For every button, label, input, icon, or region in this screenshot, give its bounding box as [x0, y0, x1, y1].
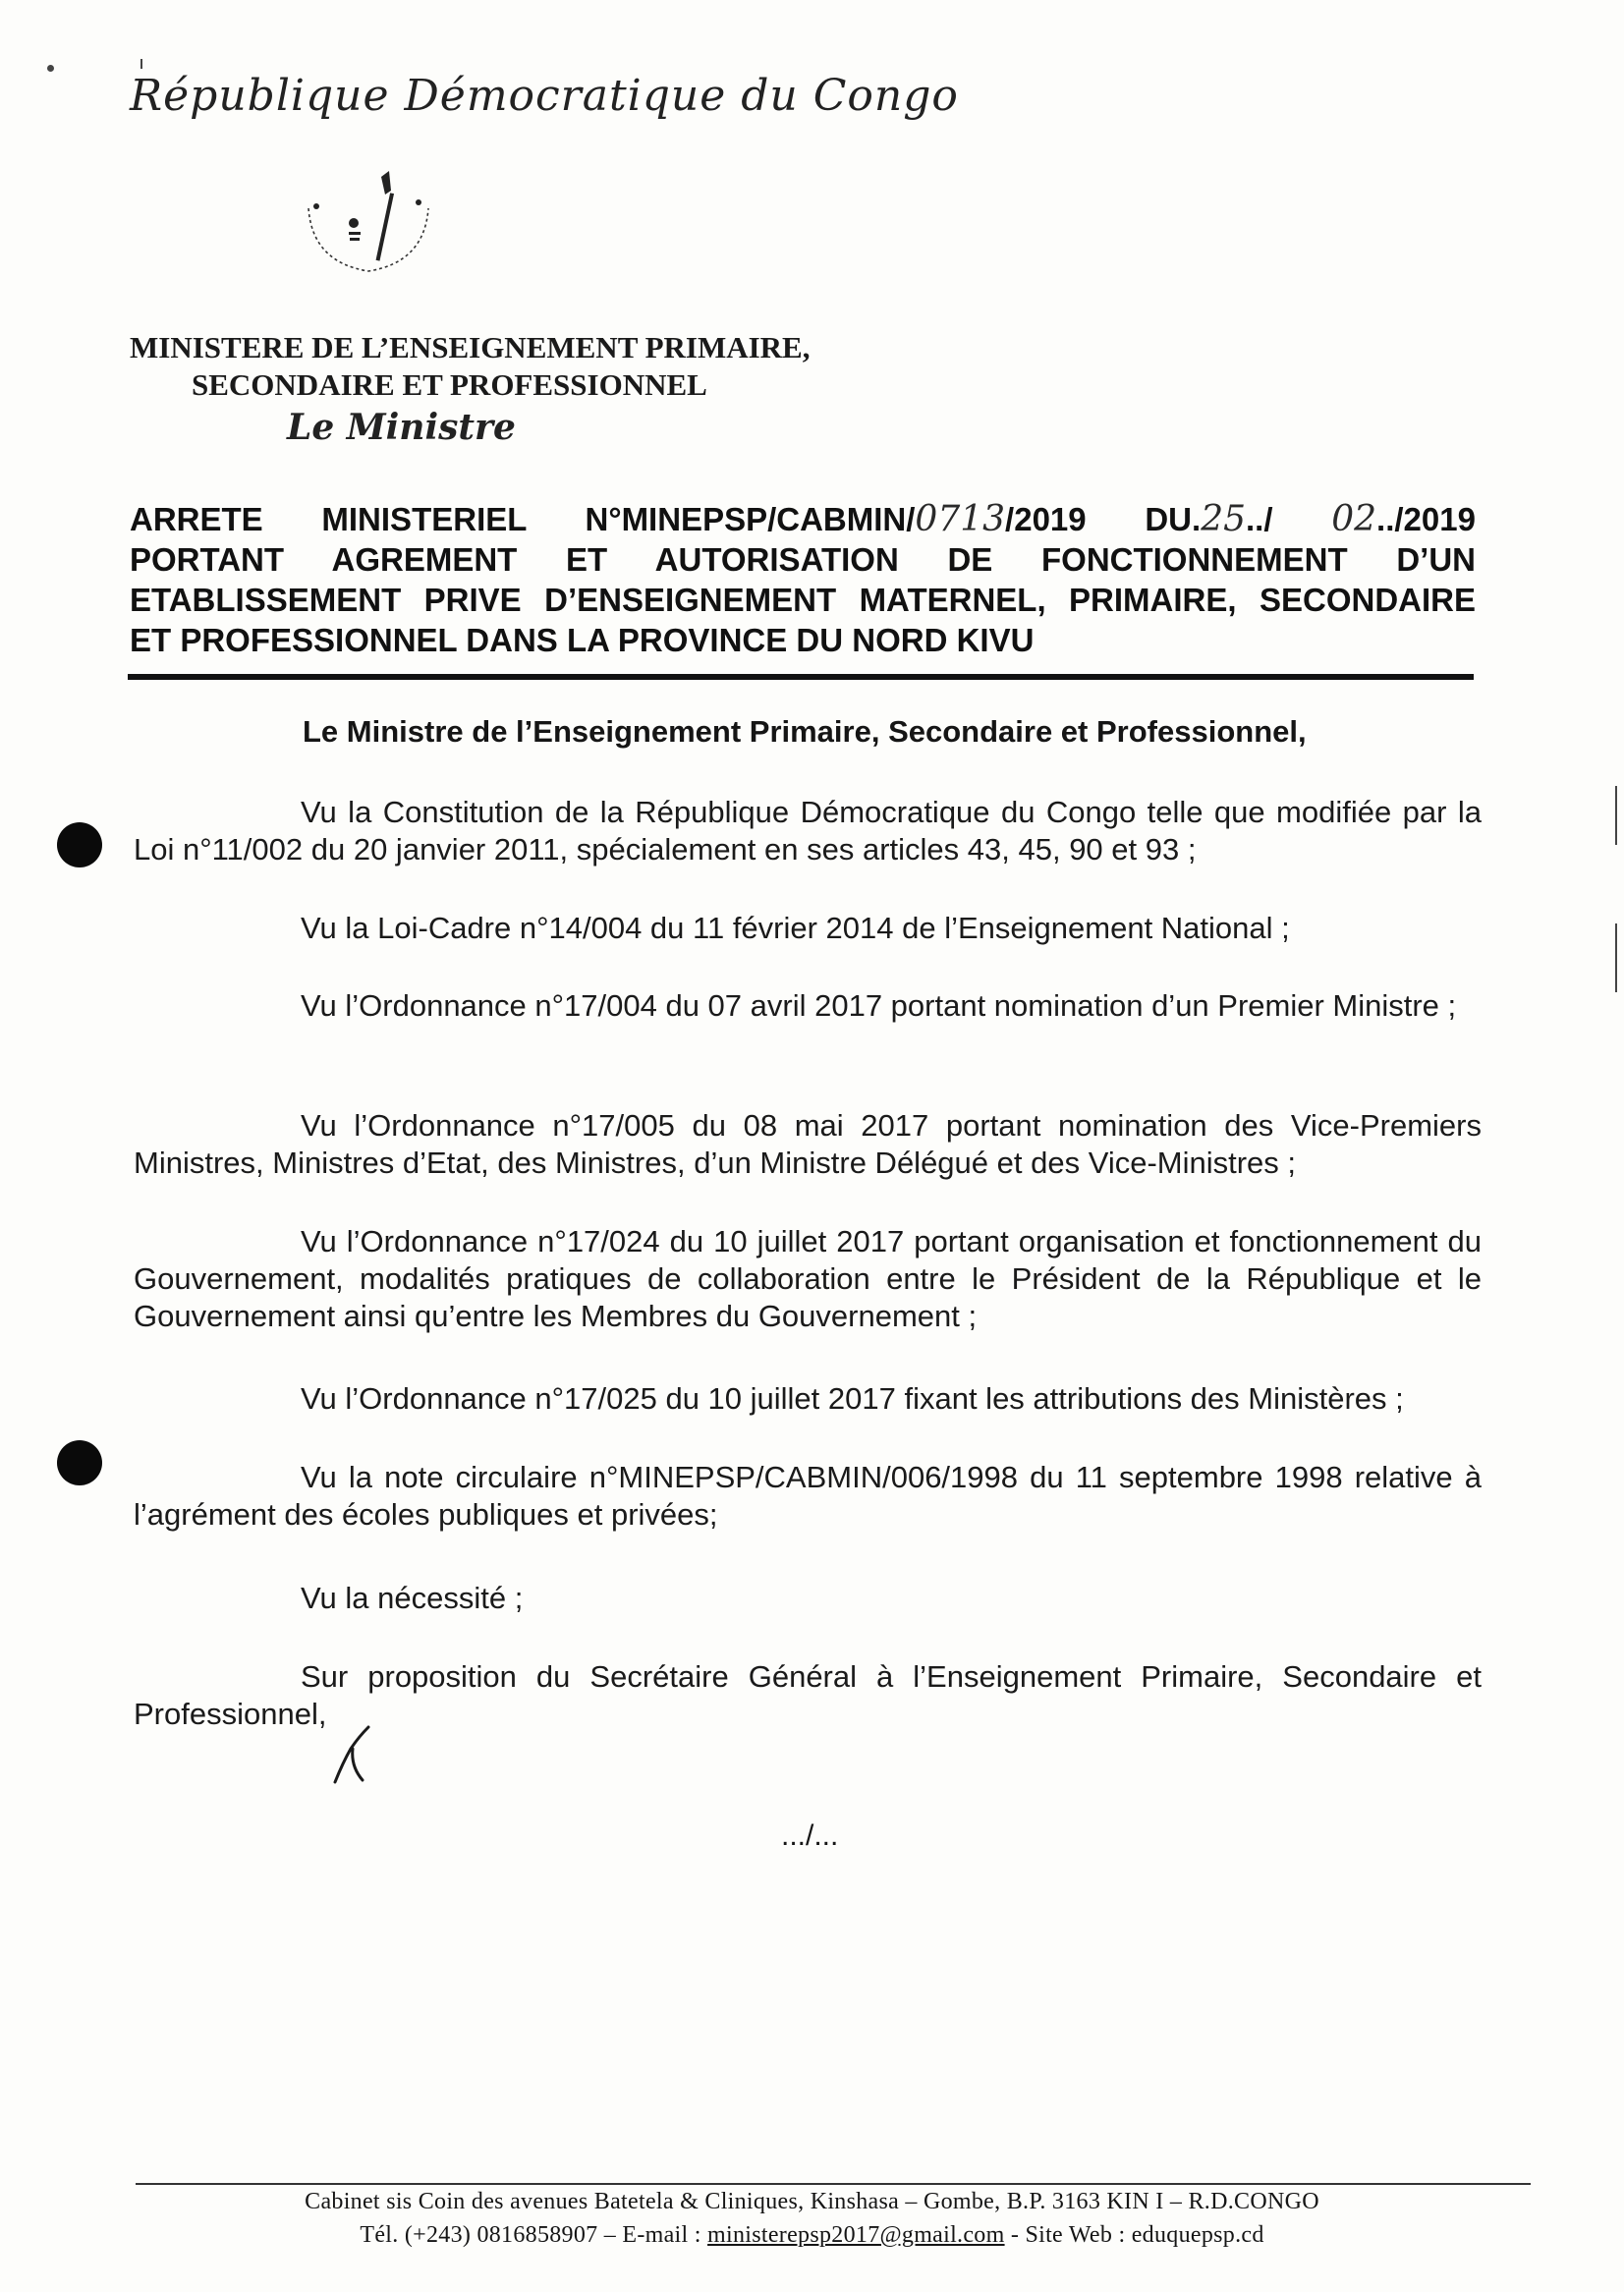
title-sep: ../: [1246, 501, 1332, 537]
ministry-name-line2: SECONDAIRE ET PROFESSIONNEL: [192, 367, 707, 402]
title-line4: ET PROFESSIONNEL DANS LA PROVINCE DU NORD KIVU: [130, 622, 1035, 658]
continuation-mark: .../...: [781, 1819, 839, 1852]
document-title: [130, 499, 1476, 660]
paragraph-note-circulaire: [134, 1459, 1482, 1534]
footer-tel: Tél. (+243) 0816858907 – E-mail :: [360, 2222, 708, 2248]
paragraph-ordonnance-17-004: [134, 987, 1482, 1025]
title-year2: ../2019: [1376, 501, 1476, 537]
footer-site: - Site Web : eduquepsp.cd: [1004, 2222, 1264, 2248]
paragraph-ordonnance-17-025: [134, 1380, 1482, 1418]
punch-hole-mark: [57, 1440, 102, 1485]
scan-edge-mark: [1615, 786, 1617, 845]
paragraph-text: Vu la Loi-Cadre n°14/004 du 11 février 2014 de l’Enseignement National ;: [301, 911, 1290, 945]
punch-hole-mark: [57, 822, 102, 867]
le-ministre-label: Le Ministre: [287, 407, 516, 448]
title-line1: [130, 499, 1476, 539]
preamble-heading: Le Ministre de l’Enseignement Primaire, Secondaire et Professionnel,: [303, 714, 1307, 749]
scan-tick: [140, 59, 142, 69]
footer-contact: [0, 2222, 1624, 2249]
paragraph-text: Vu la Constitution de la République Démocratique du Congo telle que modifiée par la Loi n°11/002 du 20 janvier 2011, spécialement en ses articles 43, 45, 90 et 93 ;: [134, 795, 1482, 866]
paragraph-text: Vu l’Ordonnance n°17/004 du 07 avril 2017 portant nomination d’un Premier Ministre ;: [301, 988, 1457, 1023]
paragraph-ordonnance-17-024: [134, 1223, 1482, 1335]
paragraph-text: Vu la nécessité ;: [301, 1581, 524, 1615]
paragraph-text: Vu la note circulaire n°MINEPSP/CABMIN/006/1998 du 11 septembre 1998 relative à l’agrément des écoles publiques et privées;: [134, 1460, 1482, 1532]
paragraph-text: Sur proposition du Secrétaire Général à l’Enseignement Primaire, Secondaire et Professionnel,: [134, 1659, 1482, 1731]
title-rule: [128, 674, 1474, 680]
paragraph-ordonnance-17-005: [134, 1107, 1482, 1182]
paragraph-text: Vu l’Ordonnance n°17/005 du 08 mai 2017 portant nomination des Vice-Premiers Ministres, Ministres d’Etat, des Ministres, d’un Ministre Délégué et des Vice-Ministres ;: [134, 1108, 1482, 1180]
national-emblem-icon: [295, 169, 442, 287]
initials-signature-icon: [329, 1719, 388, 1788]
handwritten-month: 02: [1331, 499, 1377, 539]
scan-dot: [47, 65, 54, 72]
footer-rule: [136, 2183, 1531, 2185]
title-line3: ETABLISSEMENT PRIVE D’ENSEIGNEMENT MATERNEL, PRIMAIRE, SECONDAIRE: [130, 582, 1476, 618]
handwritten-day: 25: [1201, 499, 1246, 539]
title-year1: /2019 DU.: [1005, 501, 1202, 537]
paragraph-constitution: [134, 794, 1482, 868]
ministry-name-line1: MINISTERE DE L’ENSEIGNEMENT PRIMAIRE,: [130, 330, 811, 364]
paragraph-loi-cadre: [134, 910, 1482, 947]
footer-address: Cabinet sis Coin des avenues Batetela & Cliniques, Kinshasa – Gombe, B.P. 3163 KIN I – R.D.CONGO: [305, 2189, 1319, 2214]
paragraph-text: Vu l’Ordonnance n°17/025 du 10 juillet 2017 fixant les attributions des Ministères ;: [301, 1381, 1404, 1416]
scan-edge-mark: [1615, 923, 1617, 992]
paragraph-text: Vu l’Ordonnance n°17/024 du 10 juillet 2017 portant organisation et fonctionnement du Gouvernement, modalités pratiques de collaboration entre le Président de la République et le Gouvernement ainsi qu’entre les Membres du Gouvernement ;: [134, 1224, 1482, 1333]
paragraph-necessite: [134, 1580, 1482, 1617]
handwritten-number: 0713: [915, 499, 1006, 539]
title-prefix: ARRETE MINISTERIEL N°MINEPSP/CABMIN/: [130, 501, 916, 537]
footer-email-link[interactable]: ministerepsp2017@gmail.com: [707, 2222, 1005, 2248]
republic-name: République Démocratique du Congo: [130, 71, 959, 121]
title-line2: PORTANT AGREMENT ET AUTORISATION DE FONCTIONNEMENT D’UN: [130, 541, 1476, 578]
